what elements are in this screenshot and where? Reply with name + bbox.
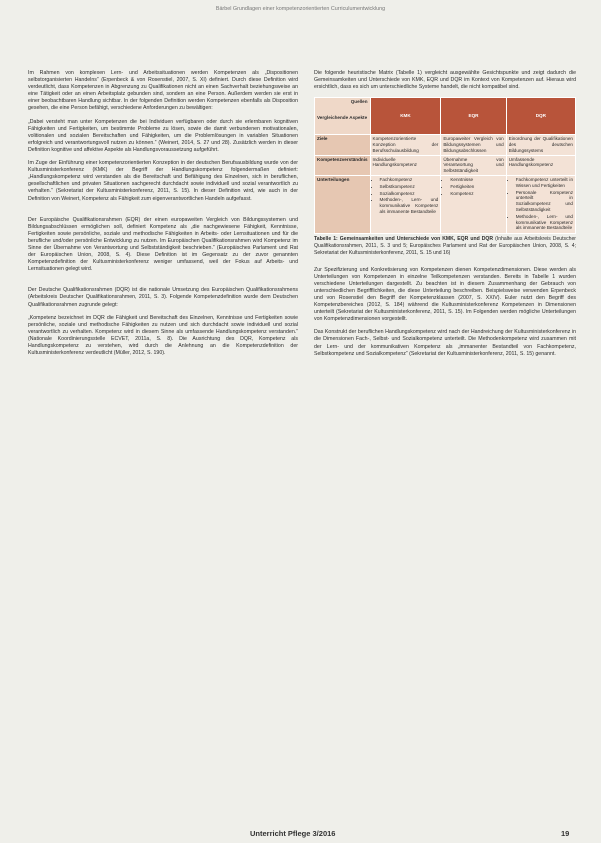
list-item: • Kenntnisse: [450, 177, 503, 183]
corner-bottom-label: Vergleichende Aspekte: [317, 115, 368, 121]
list-item: • Methoden-, Lern- und kommunikative Kompetenz als immanente Bestandteile: [516, 214, 573, 231]
paragraph: „Kompetenz bezeichnet im DQR die Fähigkeit und Bereitschaft des Einzelnen, Kenntnisse und Fertigkeiten sowie persönliche, soziale und methodische Fähigkeiten zu nutzen und sich durchdacht sowie individuell und sozial verantwortlich zu verhalten. Kompetenz wird in diesem Sinne als umfassende Handlungskompetenz verstanden.“ (Nationale Koordinierungsstelle ECVET, 2011a, S. 8). Die Ausrichtung des DQR, Kompetenz als Handlungskompetenz zu verstehen, wird durch die Anlehnung an die Kompetenzdefinition der Kultusministerkonferenz verdeutlicht (Müller, 2012, S. 190).: [28, 314, 298, 357]
table-cell: Umfassende Handlungskompetenz: [506, 155, 575, 175]
paragraph: Die folgende heuristische Matrix (Tabelle 1) vergleicht ausgewählte Gesichtspunkte und zeigt dadurch die Gemeinsamkeiten und Unterschiede von KMK, EQR und DQR im Kontext von Kompetenzen auf. Hieraus wird ersichtlich, dass es sich um unterschiedliche Systeme handelt, die nicht kompatibel sind.: [314, 70, 576, 91]
paragraph: „Dabei versteht man unter Kompetenzen die bei Individuen verfügbaren oder durch sie erlernbaren kognitiven Fähigkeiten und Fertigkeiten, um bestimmte Probleme zu lösen, sowie die damit verbundenen motivationalen, volitionalen und sozialen Bereitschaften und Fähigkeiten, um die Problemlösungen in variablen Situationen erfolgreich und verantwortungsvoll nutzen zu können.“ (Weinert, 2014, S. 27 und 28). Zusätzlich werden in dieser Definition kognitive und affektive Aspekte als Handlungsvoraussetzung aufgeführt.: [28, 118, 298, 153]
list-item: • Fachkompetenz unterteilt in Wissen und Fertigkeiten: [516, 177, 573, 189]
list-item: • Fertigkeiten: [450, 184, 503, 190]
corner-top-label: Quellen: [350, 99, 368, 105]
bullet-list: [509, 177, 573, 231]
list-item: • Methoden-, Lern- und kommunikative Kompetenz als immanente Bestandteile: [380, 197, 439, 214]
comparison-table: [314, 97, 576, 234]
paragraph: Der Deutsche Qualifikationsrahmen (DQR) ist die nationale Umsetzung des Europäischen Qualifikationsrahmens (Arbeitskreis Deutscher Qualifikationsrahmen, 2011, S. 3). Folgende Kompetenzdefinition wurde dem Deutschen Qualifikationsrahmen zugrunde gelegt:: [28, 287, 298, 308]
list-item: • Kompetenz: [450, 191, 503, 197]
list-item: • Selbstkompetenz: [380, 184, 439, 190]
bullet-list: [373, 177, 439, 215]
row-header: Unterteilungen: [315, 176, 371, 234]
running-header: Bärbel Grundlagen einer kompetenzorientierten Curriculumentwicklung: [215, 6, 386, 12]
table-corner-cell: [315, 98, 371, 135]
paragraph: Der Europäische Qualifikationsrahmen (EQR) der einen europaweiten Vergleich von Bildungssystemen und Bildungsabschlüssen ermöglichen soll, definiert Kompetenz als „die nachgewiesene Fähigkeit, Kenntnisse, Fertigkeiten sowie persönliche, soziale und methodische Fähigkeiten in Arbeits- oder Lernsituationen und für die berufliche und/oder persönliche Entwicklung zu nutzen. Im Europäischen Qualifikationsrahmen wird Kompetenz im Sinne der Übernahme von Verantwortung und Selbstständigkeit beschrieben.“ (Europäisches Parlament und Rat der Europäischen Union, 2008, S. 4). Diese Definition ist im Gegensatz zu der zuvor genannten Kompetenzdefinition der Kultusministerkonferenz weniger umfassend, weil der Fokus auf Arbeits- und Lernsituationen gelegt wird.: [28, 216, 298, 273]
paragraph: Im Rahmen von komplexen Lern- und Arbeitssituationen werden Kompetenzen als „Dispositionen selbstorganisierten Handelns“ (Erpenbeck & von Rosenstiel, 2007, S. XI) definiert. Durch diese Definition wird verdeutlicht, dass Kompetenzen in Abgrenzung zu Qualifikationen nicht an einen Sachverhalt beziehungsweise an eine Tätigkeit oder an einen Arbeitsplatz gebunden sind, sondern an eine Person. Außerdem werden sie erst in einer beobachtbaren Handlung sichtbar. In der folgenden Definition werden Kompetenzen ebenfalls als Disposition gesehen, die eine Person befähigt, verschiedene Anforderungen zu bewältigen:: [28, 70, 298, 112]
column-header: KMK: [370, 98, 441, 135]
table-row: [315, 176, 576, 234]
table-cell: Einordnung der Qualifikationen des deutschen Bildungssystems: [506, 135, 575, 155]
row-header: Ziele: [315, 135, 371, 155]
table-cell: [370, 176, 441, 234]
left-column: [28, 70, 298, 363]
journal-footer: Unterricht Pflege 3/2016: [250, 829, 336, 838]
table-cell: Kompetenzorientierte Konzeption der Berufsschulausbildung: [370, 135, 441, 155]
caption-source: (Inhalte aus Arbeitskreis Deutscher Qualifikationsrahmen, 2011, S. 3 und 5; Europäisches Parlament und Rat der Europäischen Union, 2008, S. 4; Sekretariat der Kultusministerkonferenz, 2011, S. 15 und 16): [314, 236, 576, 256]
table-cell: Europaweiter Vergleich von Bildungssystemen und Bildungsabschlüssen: [441, 135, 506, 155]
bullet-list: [443, 177, 503, 196]
table-cell: [506, 176, 575, 234]
paragraph: Im Zuge der Einführung einer kompetenzorientierten Konzeption in der deutschen Berufsausbildung wurde von der Kultusministerkonferenz (KMK) der Begriff der Handlungskompetenz folgendermaßen definiert: „Handlungskompetenz wird verstanden als die Bereitschaft und Befähigung des Einzelnen, sich in beruflichen, gesellschaftlichen und privaten Situationen sachgerecht durchdacht sowie individuell und sozial verantwortlich zu verhalten.“ (Sekretariat der Kultusministerkonferenz, 2011, S. 15). In dieser Definition wird, wie auch in der Definition von Weinert, Kompetenz als Fähigkeit zum eigenverantwortlichen Handeln aufgefasst.: [28, 160, 298, 202]
paragraph: Zur Spezifizierung und Konkretisierung von Kompetenzen dienen Kompetenzdimensionen. Diese werden als Unterteilungen von Kompetenzen in einzelne Teilkompetenzen verstanden. Bereits in Tabelle 1 wurden verschiedene Unterteilungen dargestellt. Zu beachten ist in diesem Zusammenhang der Gebrauch von unterschiedlichen Begrifflichkeiten, die diese Unterteilung beschreiben. Beispielsweise verwenden Erpenbeck und von Rosenstiel den Begriff der Kompetenzklassen (2007, S. XXIV). Euler nutzt den Begriff des Kompetenzbereiches (2012, S. 184) während die Kultusministerkonferenz Kompetenzen in Dimensionen unterteilt (Sekretariat der Kultusministerkonferenz, 2011, S. 15). Im Folgenden werden mögliche Unterteilungen von Kompetenzdimensionen vorgestellt.: [314, 266, 576, 323]
page-number: 19: [561, 829, 570, 838]
list-item: • Sozialkompetenz: [380, 191, 439, 197]
caption-title: Tabelle 1: Gemeinsamkeiten und Unterschiede von KMK, EQR und DQR: [314, 236, 494, 243]
table-cell: Individuelle Handlungskompetenz: [370, 155, 441, 175]
right-column: [314, 70, 576, 364]
column-header: DQR: [506, 98, 575, 135]
list-item: • Personale Kompetenz unterteilt in Sozialkompetenz und Selbstständigkeit: [516, 190, 573, 213]
table-cell: Übernahme von Verantwortung und Selbstständigkeit: [441, 155, 506, 175]
table-row: [315, 155, 576, 175]
table-caption: [314, 236, 576, 256]
table-row: [315, 135, 576, 155]
row-header: Kompetenzverständnis: [315, 155, 371, 175]
column-header: EQR: [441, 98, 506, 135]
table-cell: [441, 176, 506, 234]
list-item: • Fachkompetenz: [380, 177, 439, 183]
paragraph: Das Konstrukt der beruflichen Handlungskompetenz wird nach der Handreichung der Kultusministerkonferenz in die Dimensionen Fach-, Selbst- und Sozialkompetenz unterteilt. Die Methodenkompetenz wird zusammen mit der Lern- und der kommunikativen Kompetenz als „immanenter Bestandteil von Fachkompetenz, Selbstkompetenz und Sozialkompetenz“ (Sekretariat der Kultusministerkonferenz, 2011, S. 15) genannt.: [314, 329, 576, 357]
